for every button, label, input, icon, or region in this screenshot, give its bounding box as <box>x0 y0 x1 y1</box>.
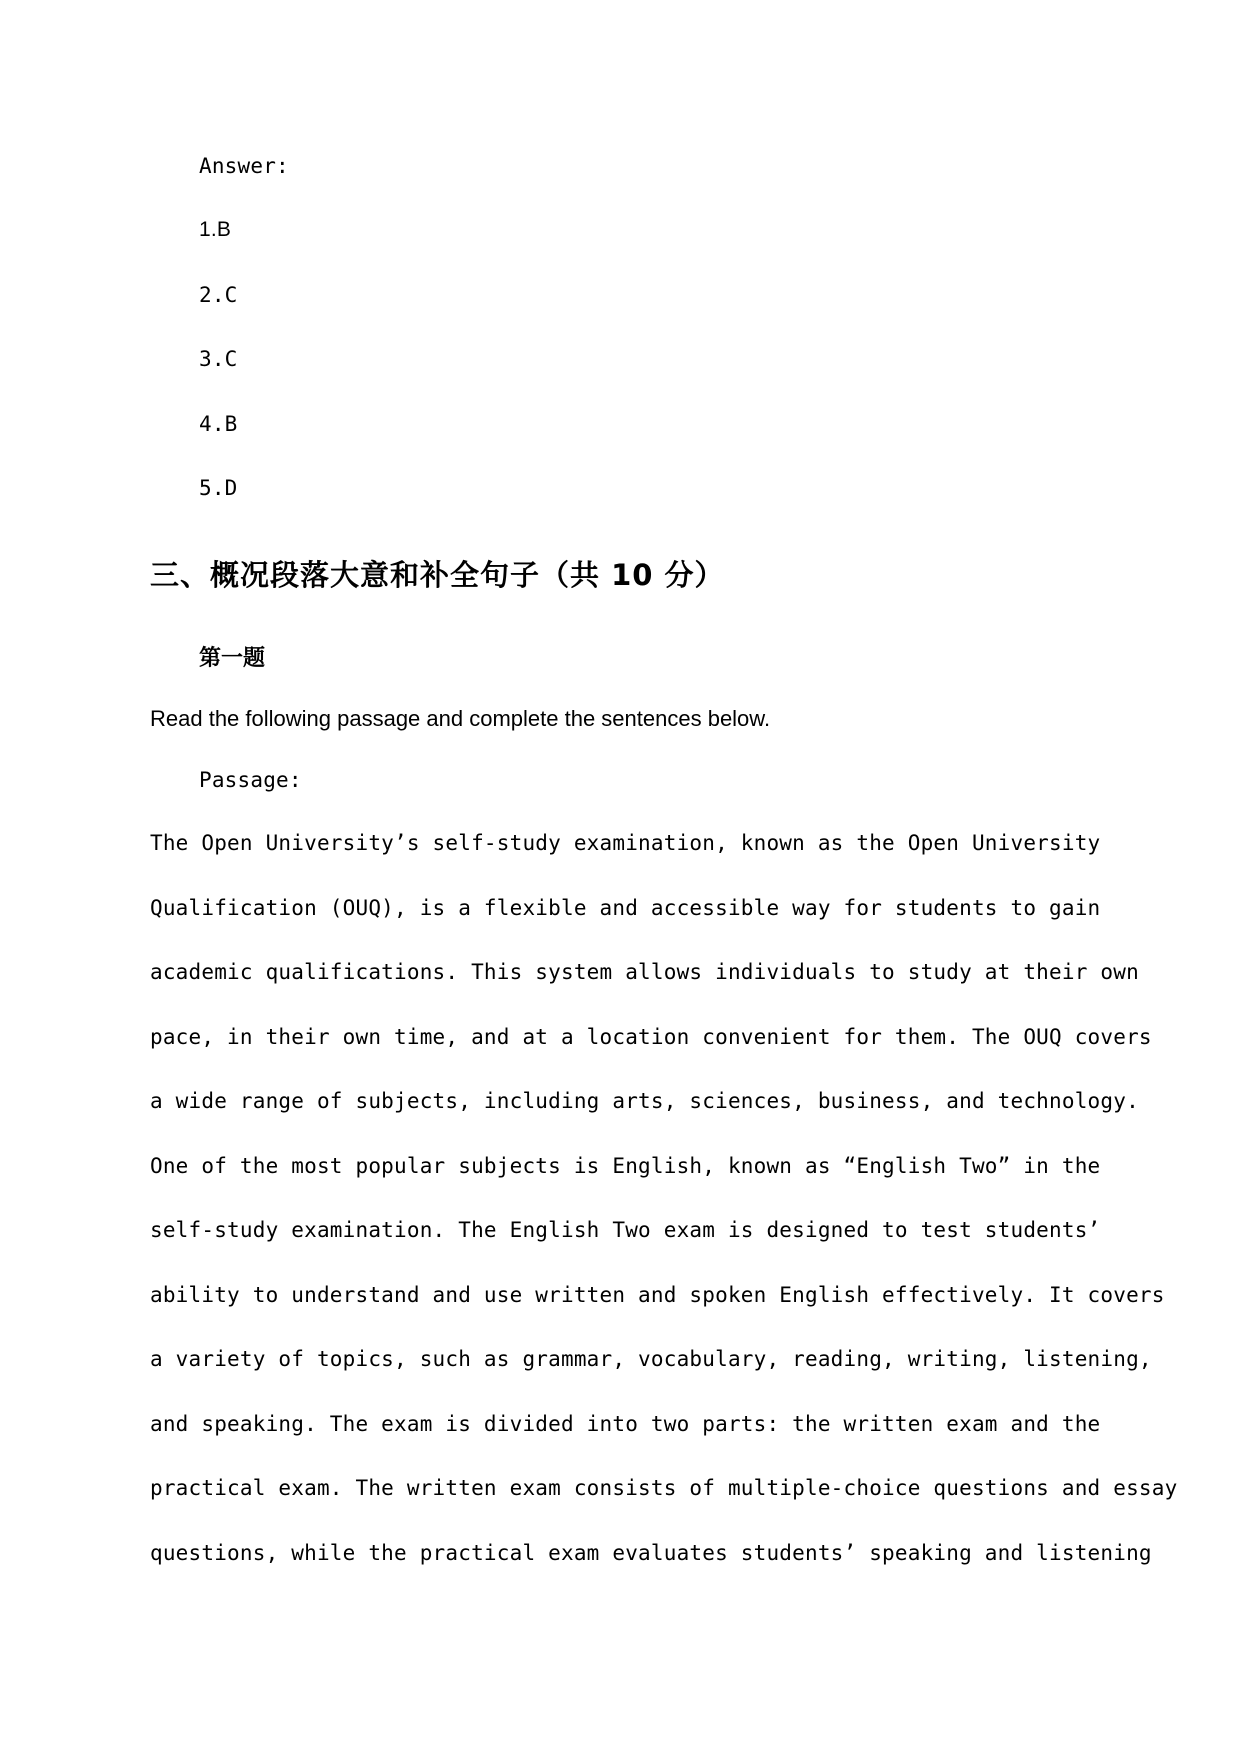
passage-line: The Open University’s self-study examination, known as the Open University <box>150 831 1101 855</box>
passage-line: practical exam. The written exam consists of multiple-choice questions and essay <box>150 1476 1178 1500</box>
passage-line: and speaking. The exam is divided into two parts: the written exam and the <box>150 1411 1101 1436</box>
answer-item: 2.C <box>199 282 238 307</box>
question-heading: 第一题 <box>199 646 266 671</box>
answer-item: 4.B <box>199 411 238 436</box>
answer-list <box>199 218 238 541</box>
passage-line: questions, while the practical exam evaluates students’ speaking and listening <box>150 1540 1152 1565</box>
passage-label: Passage: <box>199 768 302 792</box>
passage-line: self-study examination. The English Two exam is designed to test students’ <box>150 1218 1101 1242</box>
passage-line: pace, in their own time, and at a location convenient for them. The OUQ covers <box>150 1024 1152 1049</box>
passage-line: ability to understand and use written and spoken English effectively. It covers <box>150 1282 1165 1307</box>
passage-line: Qualification (OUQ), is a flexible and accessible way for students to gain <box>150 895 1101 920</box>
passage-line: academic qualifications. This system allows individuals to study at their own <box>150 960 1139 984</box>
passage-line: One of the most popular subjects is English, known as “English Two” in the <box>150 1153 1101 1178</box>
answer-item: 5.D <box>199 476 238 500</box>
instruction-text: Read the following passage and complete the sentences below. <box>150 706 771 731</box>
passage-line: a variety of topics, such as grammar, vocabulary, reading, writing, listening, <box>150 1347 1152 1371</box>
answer-label: Answer: <box>199 154 289 178</box>
answer-item: 3.C <box>199 347 238 371</box>
answer-item: 1.B <box>199 218 232 241</box>
section-heading: 三、概况段落大意和补全句子（共 10 分） <box>150 558 725 592</box>
passage-body <box>150 828 1178 1602</box>
passage-line: a wide range of subjects, including arts, sciences, business, and technology. <box>150 1089 1139 1113</box>
